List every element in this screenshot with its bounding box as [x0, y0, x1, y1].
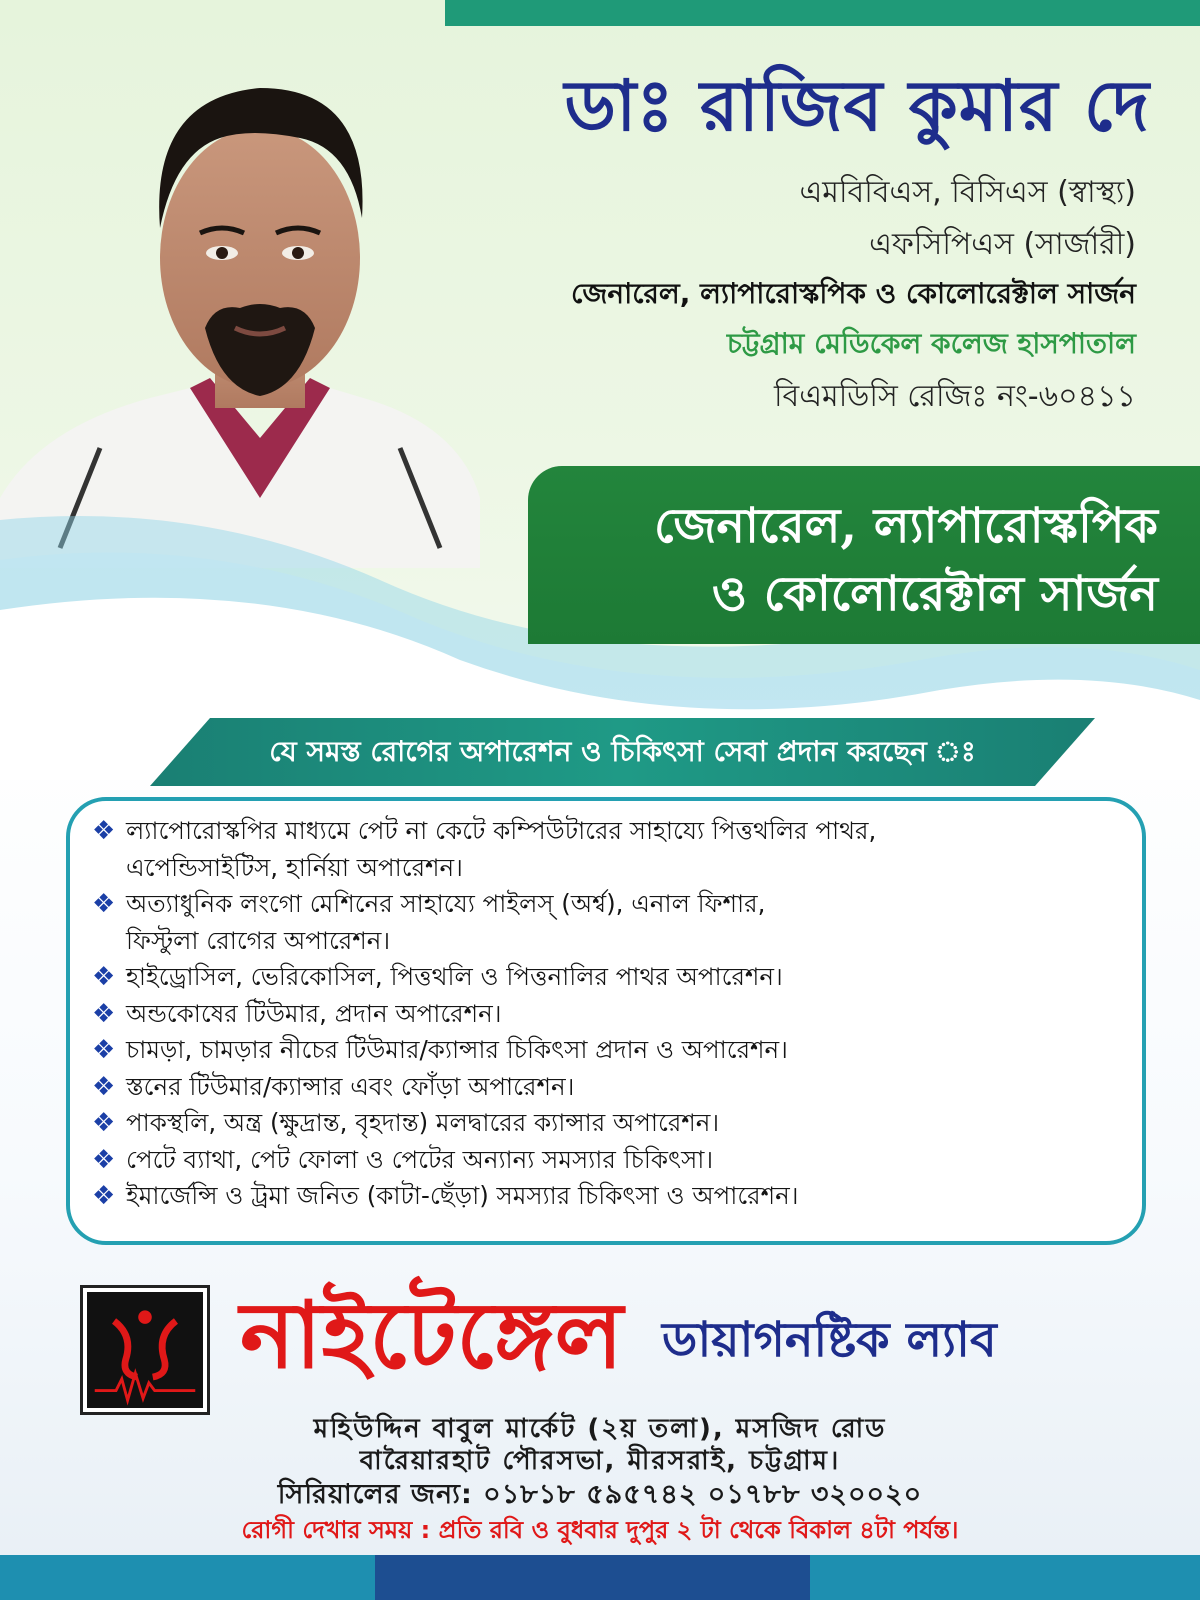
diamond-bullet-icon: ❖	[92, 1035, 116, 1065]
specialty-banner	[528, 466, 1200, 644]
service-item-text: পাকস্থলি, অন্ত্র (ক্ষুদ্রান্ত, বৃহদান্ত) মলদ্বারের ক্যান্সার অপারেশন।	[126, 1108, 720, 1137]
doctor-name: ডাঃ রাজিব কুমার দে	[564, 64, 1150, 147]
services-box	[66, 797, 1146, 1245]
services-heading-text: যে সমস্ত রোগের অপারেশন ও চিকিৎসা সেবা প্রদান করছেন ঃ	[269, 735, 976, 768]
address-line-1: মহিউদ্দিন বাবুল মার্কেট (২য় তলা), মসজিদ রোড	[313, 1414, 887, 1444]
service-item	[92, 996, 1122, 1033]
diamond-bullet-icon: ❖	[92, 1071, 116, 1102]
degree-line-1: এমবিবিএস, বিসিএস (স্বাস্থ্য)	[799, 175, 1136, 210]
serial-phone-numbers: সিরিয়ালের জন্য: ০১৮১৮ ৫৯৫৭৪২ ০১৭৮৮ ৩২০০২০	[277, 1479, 923, 1510]
service-item-text: ল্যাপোরোস্কপির মাধ্যমে পেট না কেটে কম্পিউটারের সাহায্যে পিত্তথলির পাথর,	[126, 816, 877, 845]
specialty-line: জেনারেল, ল্যাপারোস্কপিক ও কোলোরেক্টাল সার্জন	[571, 277, 1136, 310]
diamond-bullet-icon: ❖	[92, 1144, 116, 1175]
bmdc-registration: বিএমডিসি রেজিঃ নং-৬০৪১১	[773, 379, 1136, 414]
logo-graphic	[87, 1292, 203, 1408]
specialty-banner-line-2: ও কোলোরেক্টাল সার্জন	[711, 566, 1158, 622]
specialty-banner-line-1: জেনারেল, ল্যাপারোস্কপিক	[653, 498, 1158, 554]
services-list	[92, 813, 1122, 1215]
service-item	[92, 1069, 1122, 1106]
diamond-bullet-icon: ❖	[92, 1181, 116, 1211]
diamond-bullet-icon: ❖	[92, 889, 116, 919]
diamond-bullet-icon: ❖	[92, 1108, 116, 1138]
service-item-text: অন্ডকোষের টিউমার, প্রদান অপারেশন।	[126, 998, 502, 1028]
service-item-text: এপেন্ডিসাইটিস, হার্নিয়া অপারেশন।	[126, 852, 463, 882]
service-item-text: হাইড্রোসিল, ভেরিকোসিল, পিত্তথলি ও পিত্তনালির পাথর অপারেশন।	[126, 962, 783, 991]
service-item-text: চামড়া, চামড়ার নীচের টিউমার/ক্যান্সার চিকিৎসা প্রদান ও অপারেশন।	[126, 1035, 788, 1064]
degree-line-2: এফসিপিএস (সার্জারী)	[869, 227, 1136, 262]
lab-subtitle: ডায়াগনষ্টিক ল্যাব	[662, 1312, 997, 1368]
service-item	[92, 959, 1122, 996]
hospital-line: চট্টগ্রাম মেডিকেল কলেজ হাসপাতাল	[726, 327, 1136, 360]
top-accent-strip	[445, 0, 1200, 26]
service-item-text: স্তনের টিউমার/ক্যান্সার এবং ফোঁড়া অপারেশন।	[126, 1071, 575, 1101]
footer-strip-left	[0, 1555, 375, 1600]
diamond-bullet-icon: ❖	[92, 816, 116, 846]
diamond-bullet-icon: ❖	[92, 998, 116, 1029]
services-heading	[150, 718, 1095, 786]
service-item	[92, 1142, 1122, 1179]
service-item-text: ফিস্টুলা রোগের অপারেশন।	[126, 925, 391, 955]
service-item	[92, 1178, 1122, 1215]
service-item-text: পেটে ব্যাথা, পেট ফোলা ও পেটের অন্যান্য সমস্যার চিকিৎসা।	[126, 1144, 714, 1174]
footer-strip-middle	[375, 1555, 810, 1600]
nightingale-logo-icon	[80, 1285, 210, 1415]
service-item-text: ইমার্জেন্সি ও ট্রমা জনিত (কাটা-ছেঁড়া) সমস্যার চিকিৎসা ও অপারেশন।	[126, 1181, 799, 1210]
service-item-text: অত্যাধুনিক লংগো মেশিনের সাহায্যে পাইলস্ (অর্শ্ব), এনাল ফিশার,	[126, 889, 766, 918]
footer-strip-right	[810, 1555, 1200, 1600]
diamond-bullet-icon: ❖	[92, 962, 116, 992]
lab-name: নাইটেঙ্গেল	[240, 1281, 624, 1389]
service-item	[92, 1032, 1122, 1069]
address-line-2: বারৈয়ারহাট পৌরসভা, মীরসরাই, চট্টগ্রাম।	[359, 1446, 841, 1476]
service-item	[92, 813, 1122, 886]
service-item	[92, 1105, 1122, 1142]
visiting-hours: রোগী দেখার সময় : প্রতি রবি ও বুধবার দুপুর ২ টা থেকে বিকাল ৪টা পর্যন্ত।	[241, 1516, 959, 1544]
service-item	[92, 886, 1122, 959]
